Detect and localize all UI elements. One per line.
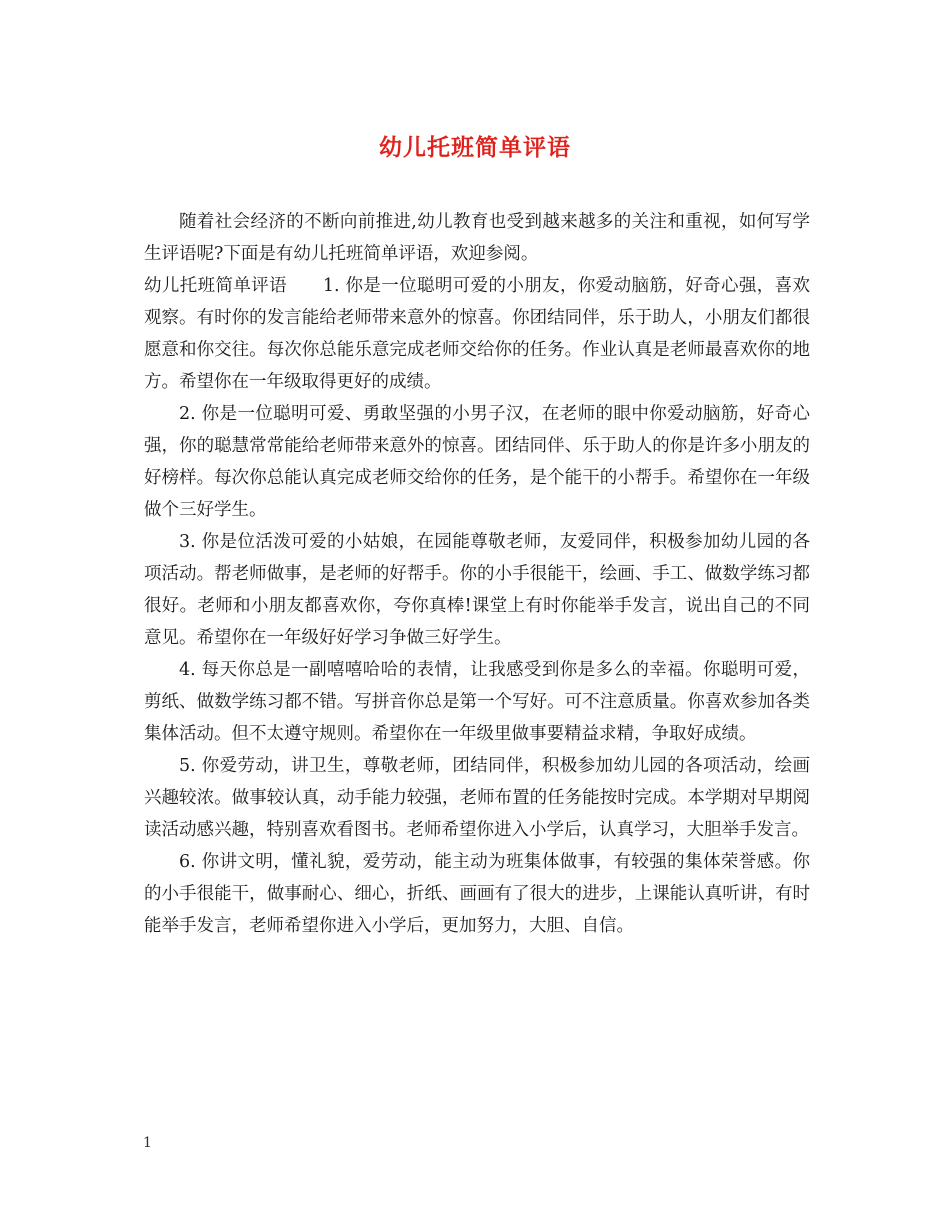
comment-paragraph-5: 5. 你爱劳动，讲卫生，尊敬老师，团结同伴，积极参加幼儿园的各项活动，绘画兴趣较浓。做事较认真，动手能力较强，老师布置的任务能按时完成。本学期对早期阅读活动感兴趣，特别喜欢看图书。老师希望你进入小学后，认真学习，大胆举手发言。 [144, 756, 810, 840]
intro-paragraph: 随着社会经济的不断向前推进,幼儿教育也受到越来越多的关注和重视，如何写学生评语呢?下面是有幼儿托班简单评语，欢迎参阅。 [144, 212, 810, 264]
comment-paragraph-2: 2. 你是一位聪明可爱、勇敢坚强的小男子汉，在老师的眼中你爱动脑筋，好奇心强，你的聪慧常常能给老师带来意外的惊喜。团结同伴、乐于助人的你是许多小朋友的好榜样。每次你总能认真完成老师交给你的任务，是个能干的小帮手。希望你在一年级做个三好学生。 [144, 404, 810, 520]
comment-paragraph-4: 4. 每天你总是一副嘻嘻哈哈的表情，让我感受到你是多么的幸福。你聪明可爱，剪纸、做数学练习都不错。写拼音你总是第一个写好。可不注意质量。你喜欢参加各类集体活动。但不太遵守规则。希望你在一年级里做事要精益求精，争取好成绩。 [144, 660, 810, 744]
document-title: 幼儿托班简单评语 [379, 134, 571, 161]
page-number: 1 [143, 1135, 152, 1151]
comment-paragraph-6: 6. 你讲文明，懂礼貌，爱劳动，能主动为班集体做事，有较强的集体荣誉感。你的小手很能干，做事耐心、细心，折纸、画画有了很大的进步，上课能认真听讲，有时能举手发言，老师希望你进入小学后，更加努力，大胆、自信。 [144, 852, 810, 936]
comment-paragraph-1: 幼儿托班简单评语 1. 你是一位聪明可爱的小朋友，你爱动脑筋，好奇心强，喜欢观察。有时你的发言能给老师带来意外的惊喜。你团结同伴，乐于助人，小朋友们都很愿意和你交往。每次你总能乐意完成老师交给你的任务。作业认真是老师最喜欢你的地方。希望你在一年级取得更好的成绩。 [144, 276, 810, 392]
document-body [144, 206, 810, 942]
comment-paragraph-3: 3. 你是位活泼可爱的小姑娘，在园能尊敬老师，友爱同伴，积极参加幼儿园的各项活动。帮老师做事，是老师的好帮手。你的小手很能干，绘画、手工、做数学练习都很好。老师和小朋友都喜欢你，夸你真棒!课堂上有时你能举手发言，说出自己的不同意见。希望你在一年级好好学习争做三好学生。 [144, 532, 810, 648]
